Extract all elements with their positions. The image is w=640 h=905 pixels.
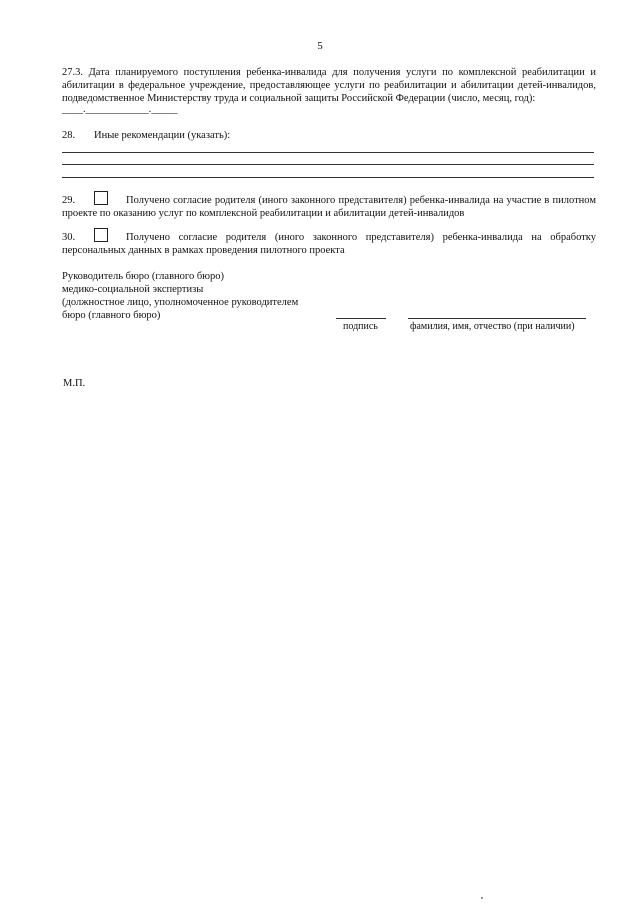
item-30 (62, 228, 596, 257)
full-name-line[interactable] (408, 318, 586, 319)
item-28-number: 28. (62, 130, 76, 141)
personal-data-consent-checkbox[interactable] (94, 228, 108, 242)
page-number: 5 (317, 40, 323, 52)
item-30-text: Получено согласие родителя (иного законного представителя) ребенка-инвалида на обработку персональных данных в рамках проведения пилотного проекта (62, 232, 596, 256)
item-29-number: 29. (62, 195, 76, 206)
item-29 (62, 191, 596, 220)
signer-line-4: бюро (главного бюро) (62, 310, 161, 321)
planned-date-field[interactable]: ____.____________._____ (62, 104, 178, 115)
stamp-place-label: М.П. (63, 378, 86, 389)
item-29-text: Получено согласие родителя (иного законного представителя) ребенка-инвалида на участие в пилотном проекте по оказанию услуг по комплексной реабилитации и абилитации детей-инвалидов (62, 195, 596, 219)
recommendations-line-3[interactable] (62, 177, 594, 178)
pilot-participation-consent-checkbox[interactable] (94, 191, 108, 205)
signer-line-1: Руководитель бюро (главного бюро) (62, 271, 225, 282)
item-30-number: 30. (62, 232, 76, 243)
item-27-3-text: 27.3. Дата планируемого поступления ребенка-инвалида для получения услуги по комплексной реабилитации и абилитации в федеральное учреждение, предоставляющее услуги по реабилитации и абилитации детей-инвалидов, подведомственное Министерству труда и социальной защиты Российской Федерации (число, месяц, год): (62, 67, 596, 104)
recommendations-line-1[interactable] (62, 152, 594, 153)
recommendations-line-2[interactable] (62, 164, 594, 165)
signer-line-3: (должностное лицо, уполномоченное руководителем (62, 297, 299, 308)
full-name-caption: фамилия, имя, отчество (при наличии) (410, 321, 575, 332)
scan-speck (481, 897, 483, 899)
item-28 (62, 130, 230, 141)
item-28-label: Иные рекомендации (указать): (94, 130, 231, 141)
signer-line-2: медико-социальной экспертизы (62, 284, 204, 295)
signature-caption: подпись (343, 321, 378, 332)
signature-line[interactable] (336, 318, 386, 319)
signer-block (62, 270, 298, 322)
